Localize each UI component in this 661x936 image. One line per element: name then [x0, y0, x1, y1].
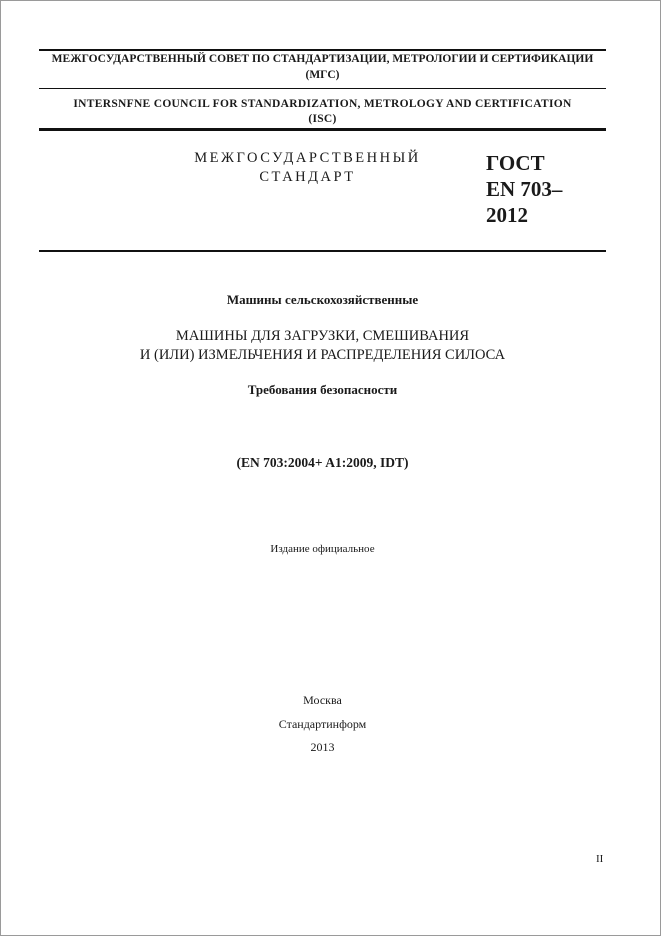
page-number: II: [596, 853, 604, 865]
council-name-ru-line1: МЕЖГОСУДАРСТВЕННЫЙ СОВЕТ ПО СТАНДАРТИЗАЦИИ, МЕТРОЛОГИИ И СЕРТИФИКАЦИИ: [51, 53, 594, 65]
designation-line3: 2012: [486, 203, 528, 227]
council-abbrev-en: (ISC): [308, 113, 337, 125]
standard-type-label: [175, 149, 440, 187]
equivalence-reference: (EN 703:2004+ A1:2009, IDT): [236, 455, 409, 470]
standard-type-line1: МЕЖГОСУДАРСТВЕННЫЙ: [194, 150, 421, 166]
imprint-year: 2013: [310, 740, 335, 754]
requirements-subtitle: Требования безопасности: [247, 382, 398, 397]
imprint-city: Москва: [303, 693, 342, 707]
edition-note: Издание официальное: [270, 543, 375, 555]
council-name-en-line1: INTERSNFNE COUNCIL FOR STANDARDIZATION, METROLOGY AND CERTIFICATION: [73, 98, 572, 110]
council-separator-rule: [39, 88, 606, 89]
council-abbrev-ru: (МГС): [305, 69, 340, 81]
document-title-line2: И (ИЛИ) ИЗМЕЛЬЧЕНИЯ И РАСПРЕДЕЛЕНИЯ СИЛОСА: [139, 347, 506, 363]
header-bottom-rule: [39, 128, 606, 131]
standard-designation: [486, 150, 562, 228]
designation-line2: EN 703–: [486, 177, 563, 201]
designation-rule: [39, 250, 606, 252]
document-title-line1: МАШИНЫ ДЛЯ ЗАГРУЗКИ, СМЕШИВАНИЯ: [175, 328, 470, 344]
designation-line1: ГОСТ: [486, 151, 545, 175]
imprint-publisher: Стандартинформ: [278, 717, 367, 731]
document-title: [39, 327, 606, 365]
standard-type-line2: СТАНДАРТ: [259, 169, 356, 185]
council-name-ru: [39, 51, 606, 83]
council-name-en: [39, 97, 606, 127]
product-category: Машины сельскохозяйственные: [226, 292, 419, 307]
